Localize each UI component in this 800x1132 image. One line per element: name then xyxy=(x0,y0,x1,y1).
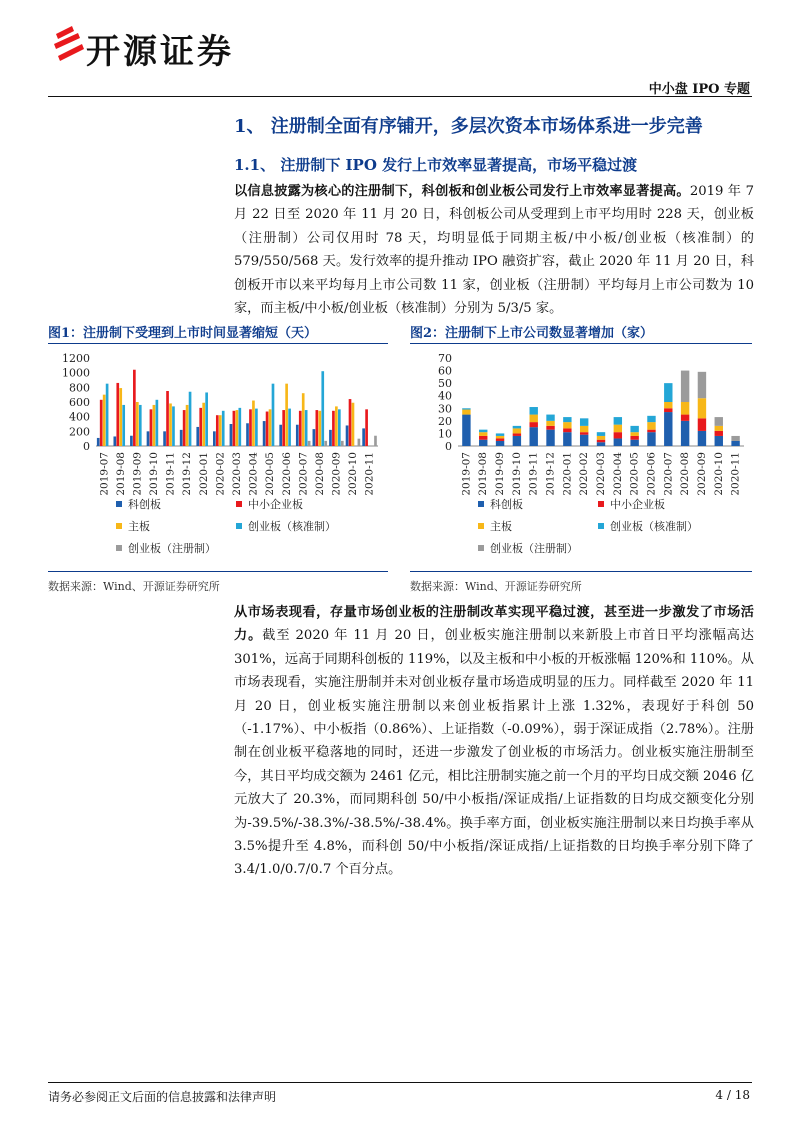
y-tick-label: 60 xyxy=(438,364,452,378)
bar-segment xyxy=(496,436,504,439)
paragraph-1-body: 2019 年 7 月 22 日至 2020 年 11 月 20 日，科创板公司从受理到上市平均用时 228 天，创业板（注册制）公司仅用时 78 天，均明显低于同期主板/中小板/创业板（核准制）的 579/550/568 天。发行效率的提升推动 IPO 融资扩容，截止 2020 年 11 月 20 日，科创板开市以来平均每月上市公司数 11 家，创业板（注册制）平均每月上市公司数为 10 家，而主板/中小板/创业板（核准制）分别为 5/3/5 家。 xyxy=(234,184,754,317)
bar-segment xyxy=(546,415,554,421)
bar-segment xyxy=(462,410,470,415)
x-tick-label: 2020-01 xyxy=(561,452,574,496)
x-tick-label: 2020-08 xyxy=(679,452,692,496)
legend-swatch xyxy=(478,501,484,507)
bar xyxy=(199,408,202,446)
figure-1-title: 图1：注册制下受理到上市时间显著缩短（天） xyxy=(48,326,318,341)
bar-segment xyxy=(731,441,739,446)
bar xyxy=(180,430,183,446)
x-tick-label: 2019-09 xyxy=(131,452,144,496)
bar xyxy=(233,411,236,446)
bar xyxy=(150,409,153,446)
bar xyxy=(246,423,249,446)
bar xyxy=(119,388,122,446)
bar-segment xyxy=(664,412,672,446)
bar xyxy=(249,409,252,446)
bar xyxy=(341,441,344,446)
bar xyxy=(272,384,275,446)
x-tick-label: 2020-10 xyxy=(347,452,360,496)
bar xyxy=(213,431,216,446)
bar-segment xyxy=(698,398,706,418)
legend-label: 创业板（核准制） xyxy=(610,520,698,533)
bar-segment xyxy=(715,431,723,436)
legend-swatch xyxy=(236,501,242,507)
bar xyxy=(318,411,321,446)
x-tick-label: 2020-07 xyxy=(662,452,675,496)
y-tick-label: 1000 xyxy=(62,366,90,380)
bar-segment xyxy=(530,407,538,415)
bar-segment xyxy=(513,426,521,429)
bar-segment xyxy=(715,426,723,431)
bar xyxy=(166,391,169,446)
x-tick-label: 2020-05 xyxy=(628,452,641,496)
bar xyxy=(288,409,291,446)
bar-segment xyxy=(715,436,723,446)
legend-label: 创业板（核准制） xyxy=(248,520,336,533)
bar xyxy=(313,429,316,446)
bar-segment xyxy=(698,418,706,431)
legend-label: 创业板（注册制） xyxy=(490,542,578,555)
legend-swatch xyxy=(236,523,242,529)
bar-segment xyxy=(731,436,739,441)
legend-swatch xyxy=(598,501,604,507)
bar-segment xyxy=(580,432,588,435)
bar-segment xyxy=(496,438,504,441)
bar xyxy=(352,403,355,446)
y-tick-label: 400 xyxy=(69,410,90,424)
report-series-label: 中小盘 IPO 专题 xyxy=(648,82,750,97)
x-tick-label: 2020-02 xyxy=(214,452,227,496)
bar-segment xyxy=(630,426,638,432)
bar-segment xyxy=(681,415,689,421)
bar xyxy=(172,406,175,446)
paragraph-2-body: 截至 2020 年 11 月 20 日，创业板实施注册制以来新股上市首日平均涨幅高达 301%，远高于同期科创板的 119%，以及主板和中小板的开板涨幅 120%和 110%。从市场表现看，实施注册制并未对创业板存量市场造成明显的压力。同样截至 2020 年 11 月 20 日，创业板实施注册制以来创业板指累计上涨 1.32%，表现好于科创 50（-1.17%）、中小板指（0.86%）、上证指数（-0.09%），弱于深证成指（2.78%）。注册制在创业板平稳落地的同时，还进一步激发了创业板的市场活力。创业板实施注册制至今，其日平均成交额为 2461 亿元，相比注册制实施之前一个月的平均日成交额 2046 亿元放大了 20.3%，而同期科创 50/中小板指/深证成指/上证指数的日均成交额变化分别为-39.5%/-38.3%/-38.5%/-38.4%。换手率方面，创业板实施注册制以来日均换手率从 3.5%提升至 4.8%，而科创 50/中小板指/深证成指/上证指数的日均换手率分别下降了 3.4/1.0/0.7/0.7 个百分点。 xyxy=(234,628,754,878)
bar xyxy=(299,411,302,446)
bar-segment xyxy=(546,426,554,430)
bar xyxy=(202,403,205,446)
bar-segment xyxy=(681,402,689,415)
bar-segment xyxy=(664,383,672,402)
y-tick-label: 600 xyxy=(69,396,90,409)
bar xyxy=(329,430,332,446)
bar xyxy=(332,411,335,446)
x-tick-label: 2019-09 xyxy=(494,452,507,496)
bar xyxy=(308,441,311,446)
bar xyxy=(130,436,133,446)
section-heading-1: 1、 注册制全面有序铺开，多层次资本市场体系进一步完善 xyxy=(234,116,703,137)
bar-segment xyxy=(513,428,521,433)
bar xyxy=(269,409,272,446)
bar xyxy=(205,392,208,446)
legend-label: 主板 xyxy=(128,520,150,533)
y-tick-label: 10 xyxy=(438,427,452,441)
bar-segment xyxy=(681,371,689,402)
x-tick-label: 2019-11 xyxy=(527,452,540,496)
bar-segment xyxy=(546,421,554,426)
bar-segment xyxy=(462,408,470,409)
page-number: 4 / 18 xyxy=(715,1088,750,1102)
figure-1-bottom-rule xyxy=(48,571,388,572)
x-tick-label: 2020-05 xyxy=(264,452,277,496)
bar xyxy=(136,402,139,446)
bar xyxy=(113,436,116,446)
legend-swatch xyxy=(478,545,484,551)
bar xyxy=(189,392,192,446)
y-tick-label: 50 xyxy=(438,377,452,391)
paragraph-1-lead: 以信息披露为核心的注册制下，科创板和创业板公司发行上市效率显著提高。 xyxy=(234,184,690,199)
x-tick-label: 2020-03 xyxy=(231,452,243,496)
x-tick-label: 2020-01 xyxy=(197,452,210,496)
x-tick-label: 2019-10 xyxy=(148,452,161,496)
x-tick-label: 2020-07 xyxy=(297,452,310,496)
legend-swatch xyxy=(116,501,122,507)
bar-segment xyxy=(647,430,655,433)
x-tick-label: 2019-08 xyxy=(477,452,490,496)
bar xyxy=(139,405,142,446)
bar-segment xyxy=(614,432,622,438)
bar-segment xyxy=(597,440,605,443)
x-tick-label: 2020-03 xyxy=(595,452,607,496)
bar xyxy=(106,384,109,446)
bar xyxy=(266,412,269,446)
x-tick-label: 2019-07 xyxy=(460,452,473,496)
bar-segment xyxy=(580,418,588,426)
bar-segment xyxy=(479,432,487,436)
bar xyxy=(222,411,225,446)
bar xyxy=(282,410,285,446)
bar-segment xyxy=(462,415,470,446)
x-tick-label: 2019-12 xyxy=(544,452,557,496)
y-tick-label: 30 xyxy=(438,402,452,416)
bar xyxy=(252,401,255,446)
bar xyxy=(362,428,365,446)
x-tick-label: 2019-10 xyxy=(510,452,523,496)
bar xyxy=(153,405,156,446)
bar-segment xyxy=(597,432,605,436)
x-tick-label: 2020-04 xyxy=(247,452,260,496)
bar-segment xyxy=(630,432,638,436)
bar xyxy=(255,409,258,446)
bar xyxy=(365,409,368,446)
figure-1-source: 数据来源：Wind、开源证券研究所 xyxy=(48,580,220,593)
bar xyxy=(335,406,338,446)
bar xyxy=(346,425,349,446)
x-tick-label: 2019-08 xyxy=(114,452,127,496)
x-tick-label: 2020-04 xyxy=(611,452,624,496)
bar xyxy=(116,383,119,446)
bar-segment xyxy=(479,430,487,433)
bar xyxy=(321,371,324,446)
bar xyxy=(374,436,377,446)
legend-swatch xyxy=(116,523,122,529)
bar-segment xyxy=(563,432,571,446)
y-tick-label: 20 xyxy=(438,414,452,428)
x-tick-label: 2020-06 xyxy=(645,452,658,496)
bar-segment xyxy=(681,421,689,446)
paragraph-2-lead: 从市场表现看，存量市场创业板的注册制改革实现平稳过渡，甚至进一步激发了市场活力。 xyxy=(234,605,754,644)
bar-segment xyxy=(698,372,706,398)
bar-segment xyxy=(546,430,554,446)
header-rule xyxy=(48,96,752,97)
x-tick-label: 2019-11 xyxy=(164,452,177,496)
figure-1-rule xyxy=(48,343,388,344)
bar xyxy=(186,405,189,446)
y-tick-label: 70 xyxy=(438,352,452,365)
x-tick-label: 2020-09 xyxy=(695,452,708,496)
bar-segment xyxy=(530,427,538,446)
paragraph-1 xyxy=(234,180,754,320)
bar-segment xyxy=(580,426,588,432)
bar xyxy=(338,409,341,446)
bar xyxy=(196,427,199,446)
footer-disclaimer: 请务必参阅正文后面的信息披露和法律声明 xyxy=(48,1090,277,1104)
bar xyxy=(236,410,239,446)
bar-segment xyxy=(513,433,521,436)
bar xyxy=(230,424,233,446)
footer-rule xyxy=(48,1082,752,1083)
bar-segment xyxy=(597,436,605,440)
bar-segment xyxy=(614,438,622,446)
bar xyxy=(305,410,308,446)
bar xyxy=(302,393,305,446)
bar-segment xyxy=(630,440,638,446)
bar-segment xyxy=(563,422,571,428)
bar xyxy=(358,439,361,446)
y-tick-label: 40 xyxy=(438,389,452,403)
bar xyxy=(147,431,150,446)
bar xyxy=(97,438,100,446)
x-tick-label: 2020-11 xyxy=(363,452,376,496)
bar xyxy=(219,415,222,446)
brand-name: 开源证券 xyxy=(86,32,234,72)
legend-swatch xyxy=(116,545,122,551)
bar-segment xyxy=(496,441,504,446)
bar-segment xyxy=(530,415,538,423)
legend-swatch xyxy=(478,523,484,529)
x-tick-label: 2020-02 xyxy=(578,452,591,496)
bar-segment xyxy=(698,431,706,446)
y-tick-label: 0 xyxy=(445,440,452,453)
bar-segment xyxy=(647,422,655,430)
x-tick-label: 2020-08 xyxy=(313,452,326,496)
x-tick-label: 2019-07 xyxy=(98,452,111,496)
legend-swatch xyxy=(598,523,604,529)
bar xyxy=(315,410,318,446)
bar xyxy=(263,421,266,446)
brand-logo-mark xyxy=(52,24,86,64)
bar-segment xyxy=(513,436,521,446)
bar xyxy=(169,403,172,446)
paragraph-2 xyxy=(234,601,754,882)
bar xyxy=(103,395,106,446)
bar-segment xyxy=(496,433,504,436)
bar-segment xyxy=(614,417,622,425)
bar-segment xyxy=(530,422,538,427)
bar xyxy=(279,425,282,446)
figure-1-chart xyxy=(48,350,388,575)
bar-segment xyxy=(563,417,571,422)
bar xyxy=(100,400,103,446)
bar xyxy=(183,410,186,446)
bar-segment xyxy=(597,442,605,446)
legend-label: 科创板 xyxy=(128,498,161,511)
bar-segment xyxy=(664,402,672,408)
bar-segment xyxy=(630,436,638,440)
bar xyxy=(285,384,288,446)
bar-segment xyxy=(664,408,672,412)
bar-segment xyxy=(479,436,487,440)
figure-2-bottom-rule xyxy=(410,571,752,572)
legend-label: 创业板（注册制） xyxy=(128,542,216,555)
figure-2-title: 图2：注册制下上市公司数显著增加（家） xyxy=(410,326,654,341)
bar xyxy=(163,431,166,446)
x-tick-label: 2020-10 xyxy=(712,452,725,496)
bar xyxy=(122,405,125,446)
x-tick-label: 2019-12 xyxy=(181,452,194,496)
section-heading-1-1: 1.1、 注册制下 IPO 发行上市效率显著提高，市场平稳过渡 xyxy=(234,156,638,174)
legend-label: 主板 xyxy=(490,520,512,533)
x-tick-label: 2020-09 xyxy=(330,452,343,496)
bar xyxy=(238,408,241,446)
bar-segment xyxy=(479,440,487,446)
x-tick-label: 2020-06 xyxy=(280,452,293,496)
bar-segment xyxy=(647,432,655,446)
figure-2-rule xyxy=(410,343,752,344)
bar-segment xyxy=(563,428,571,432)
bar-segment xyxy=(715,417,723,426)
y-tick-label: 1200 xyxy=(62,352,90,365)
bar-segment xyxy=(580,435,588,446)
legend-label: 中小企业板 xyxy=(610,498,665,511)
x-tick-label: 2020-11 xyxy=(729,452,742,496)
y-tick-label: 0 xyxy=(83,440,90,453)
bar xyxy=(296,425,299,446)
legend-label: 科创板 xyxy=(490,498,523,511)
y-tick-label: 200 xyxy=(69,425,90,439)
y-tick-label: 800 xyxy=(69,381,90,395)
bar-segment xyxy=(614,425,622,433)
figure-2-source: 数据来源：Wind、开源证券研究所 xyxy=(410,580,582,593)
bar xyxy=(156,400,159,446)
bar-segment xyxy=(647,416,655,422)
legend-label: 中小企业板 xyxy=(248,498,303,511)
bar xyxy=(349,399,352,446)
bar xyxy=(133,370,136,446)
figure-2-chart xyxy=(410,350,752,575)
bar xyxy=(216,415,219,446)
bar xyxy=(324,441,327,446)
